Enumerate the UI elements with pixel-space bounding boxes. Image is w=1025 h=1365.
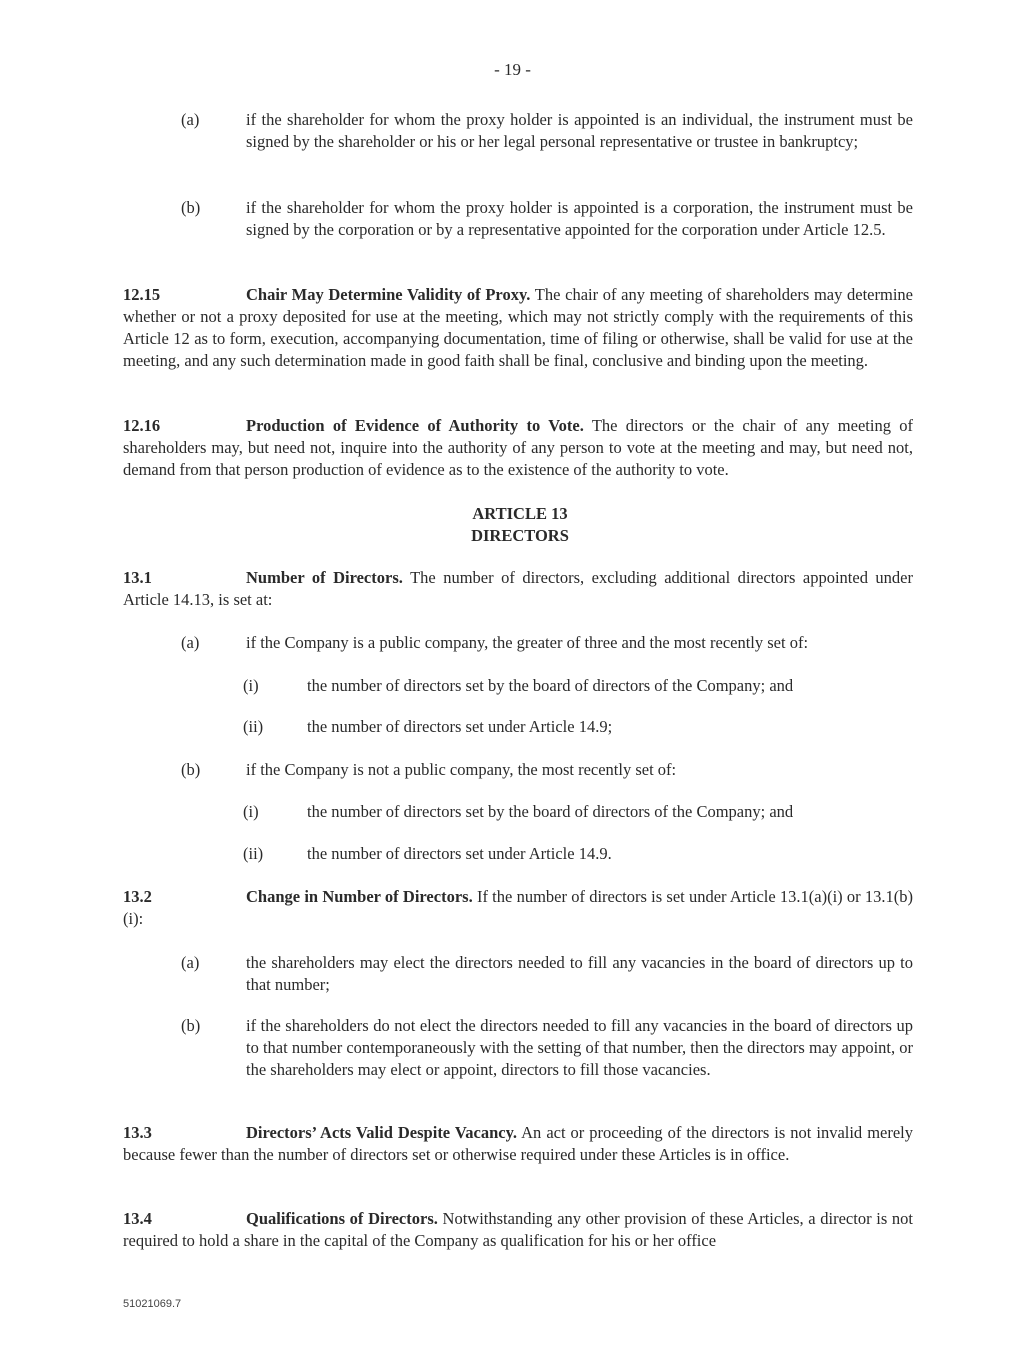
item-label: (i)	[243, 802, 259, 821]
section-text: If the number of directors is set under Article 13.1(a)(i) or 13.1(b)(i):	[123, 887, 914, 928]
section-number: 12.15	[123, 285, 161, 304]
section-13-4	[123, 1208, 913, 1252]
sub-list-item	[243, 843, 913, 865]
section-13-3	[123, 1122, 913, 1166]
section-12-15	[123, 284, 913, 372]
list-item	[181, 197, 913, 241]
item-text: if the Company is a public company, the greater of three and the most recently set of:	[246, 633, 809, 652]
sub-list-item	[243, 675, 913, 697]
item-text: if the shareholder for whom the proxy holder is appointed is a corporation, the instrument must be signed by the corporation or by a representative appointed for the corporation under Article 12.5.	[246, 198, 913, 239]
item-text: the shareholders may elect the directors needed to fill any vacancies in the board of directors up to that number;	[246, 953, 913, 994]
section-heading: Production of Evidence of Authority to Vote.	[246, 416, 584, 435]
sub-list-item	[243, 801, 913, 823]
item-label: (ii)	[243, 844, 264, 863]
list-item	[181, 952, 913, 996]
item-label: (ii)	[243, 717, 264, 736]
section-13-2	[123, 886, 913, 930]
section-heading: Directors’ Acts Valid Despite Vacancy.	[246, 1123, 518, 1142]
section-12-16	[123, 415, 913, 481]
item-label: (b)	[181, 760, 201, 779]
document-code: 51021069.7	[123, 1298, 182, 1310]
sub-list-item	[243, 716, 913, 738]
item-text: the number of directors set by the board of directors of the Company; and	[307, 676, 794, 695]
item-text: the number of directors set under Article 14.9;	[307, 717, 613, 736]
section-heading: Chair May Determine Validity of Proxy.	[246, 285, 531, 304]
section-number: 13.2	[123, 887, 152, 906]
item-text: if the shareholder for whom the proxy holder is appointed is an individual, the instrument must be signed by the shareholder or his or her legal personal representative or trustee in bankruptcy;	[246, 110, 913, 151]
item-text: the number of directors set under Article 14.9.	[307, 844, 612, 863]
section-text: The directors or the chair of any meeting of shareholders may, but need not, inquire into the authority of any person to vote at the meeting and may, but need not, demand from that person production of evidence as to the existence of the authority to vote.	[123, 416, 914, 479]
section-heading: Change in Number of Directors.	[246, 887, 473, 906]
section-number: 13.1	[123, 568, 152, 587]
list-item	[181, 1015, 913, 1081]
section-text: An act or proceeding of the directors is not invalid merely because fewer than the number of directors set or otherwise required under these Articles is in office.	[123, 1123, 913, 1164]
item-label: (a)	[181, 953, 200, 972]
list-item	[181, 759, 913, 781]
item-label: (a)	[181, 110, 200, 129]
section-heading: Qualifications of Directors.	[246, 1209, 438, 1228]
section-number: 13.4	[123, 1209, 152, 1228]
article-title: ARTICLE 13	[472, 504, 568, 523]
page-number: - 19 -	[494, 60, 531, 79]
section-number: 12.16	[123, 416, 161, 435]
item-label: (b)	[181, 1016, 201, 1035]
item-text: the number of directors set by the board of directors of the Company; and	[307, 802, 794, 821]
list-item	[181, 109, 913, 153]
list-item	[181, 632, 913, 654]
item-text: if the shareholders do not elect the directors needed to fill any vacancies in the board of directors up to that number contemporaneously with the setting of that number, then the directors may appoint, or the shareholders may elect or appoint, directors to fill those vacancies.	[246, 1016, 913, 1079]
item-text: if the Company is not a public company, the most recently set of:	[246, 760, 677, 779]
section-text: Notwithstanding any other provision of these Articles, a director is not required to hold a share in the capital of the Company as qualification for his or her office	[123, 1209, 913, 1250]
section-text: The number of directors, excluding additional directors appointed under Article 14.13, is set at:	[123, 568, 913, 609]
section-13-1	[123, 567, 913, 611]
item-label: (b)	[181, 198, 201, 217]
article-subtitle: DIRECTORS	[471, 526, 569, 545]
section-number: 13.3	[123, 1123, 152, 1142]
section-heading: Number of Directors.	[246, 568, 403, 587]
item-label: (a)	[181, 633, 200, 652]
section-text: The chair of any meeting of shareholders may determine whether or not a proxy deposited for use at the meeting, which may not strictly comply with the requirements of this Article 12 as to form, execution, accompanying documentation, time of filing or otherwise, shall be valid for use at the meeting, and any such determination made in good faith shall be final, conclusive and binding upon the meeting.	[123, 285, 913, 370]
item-label: (i)	[243, 676, 259, 695]
